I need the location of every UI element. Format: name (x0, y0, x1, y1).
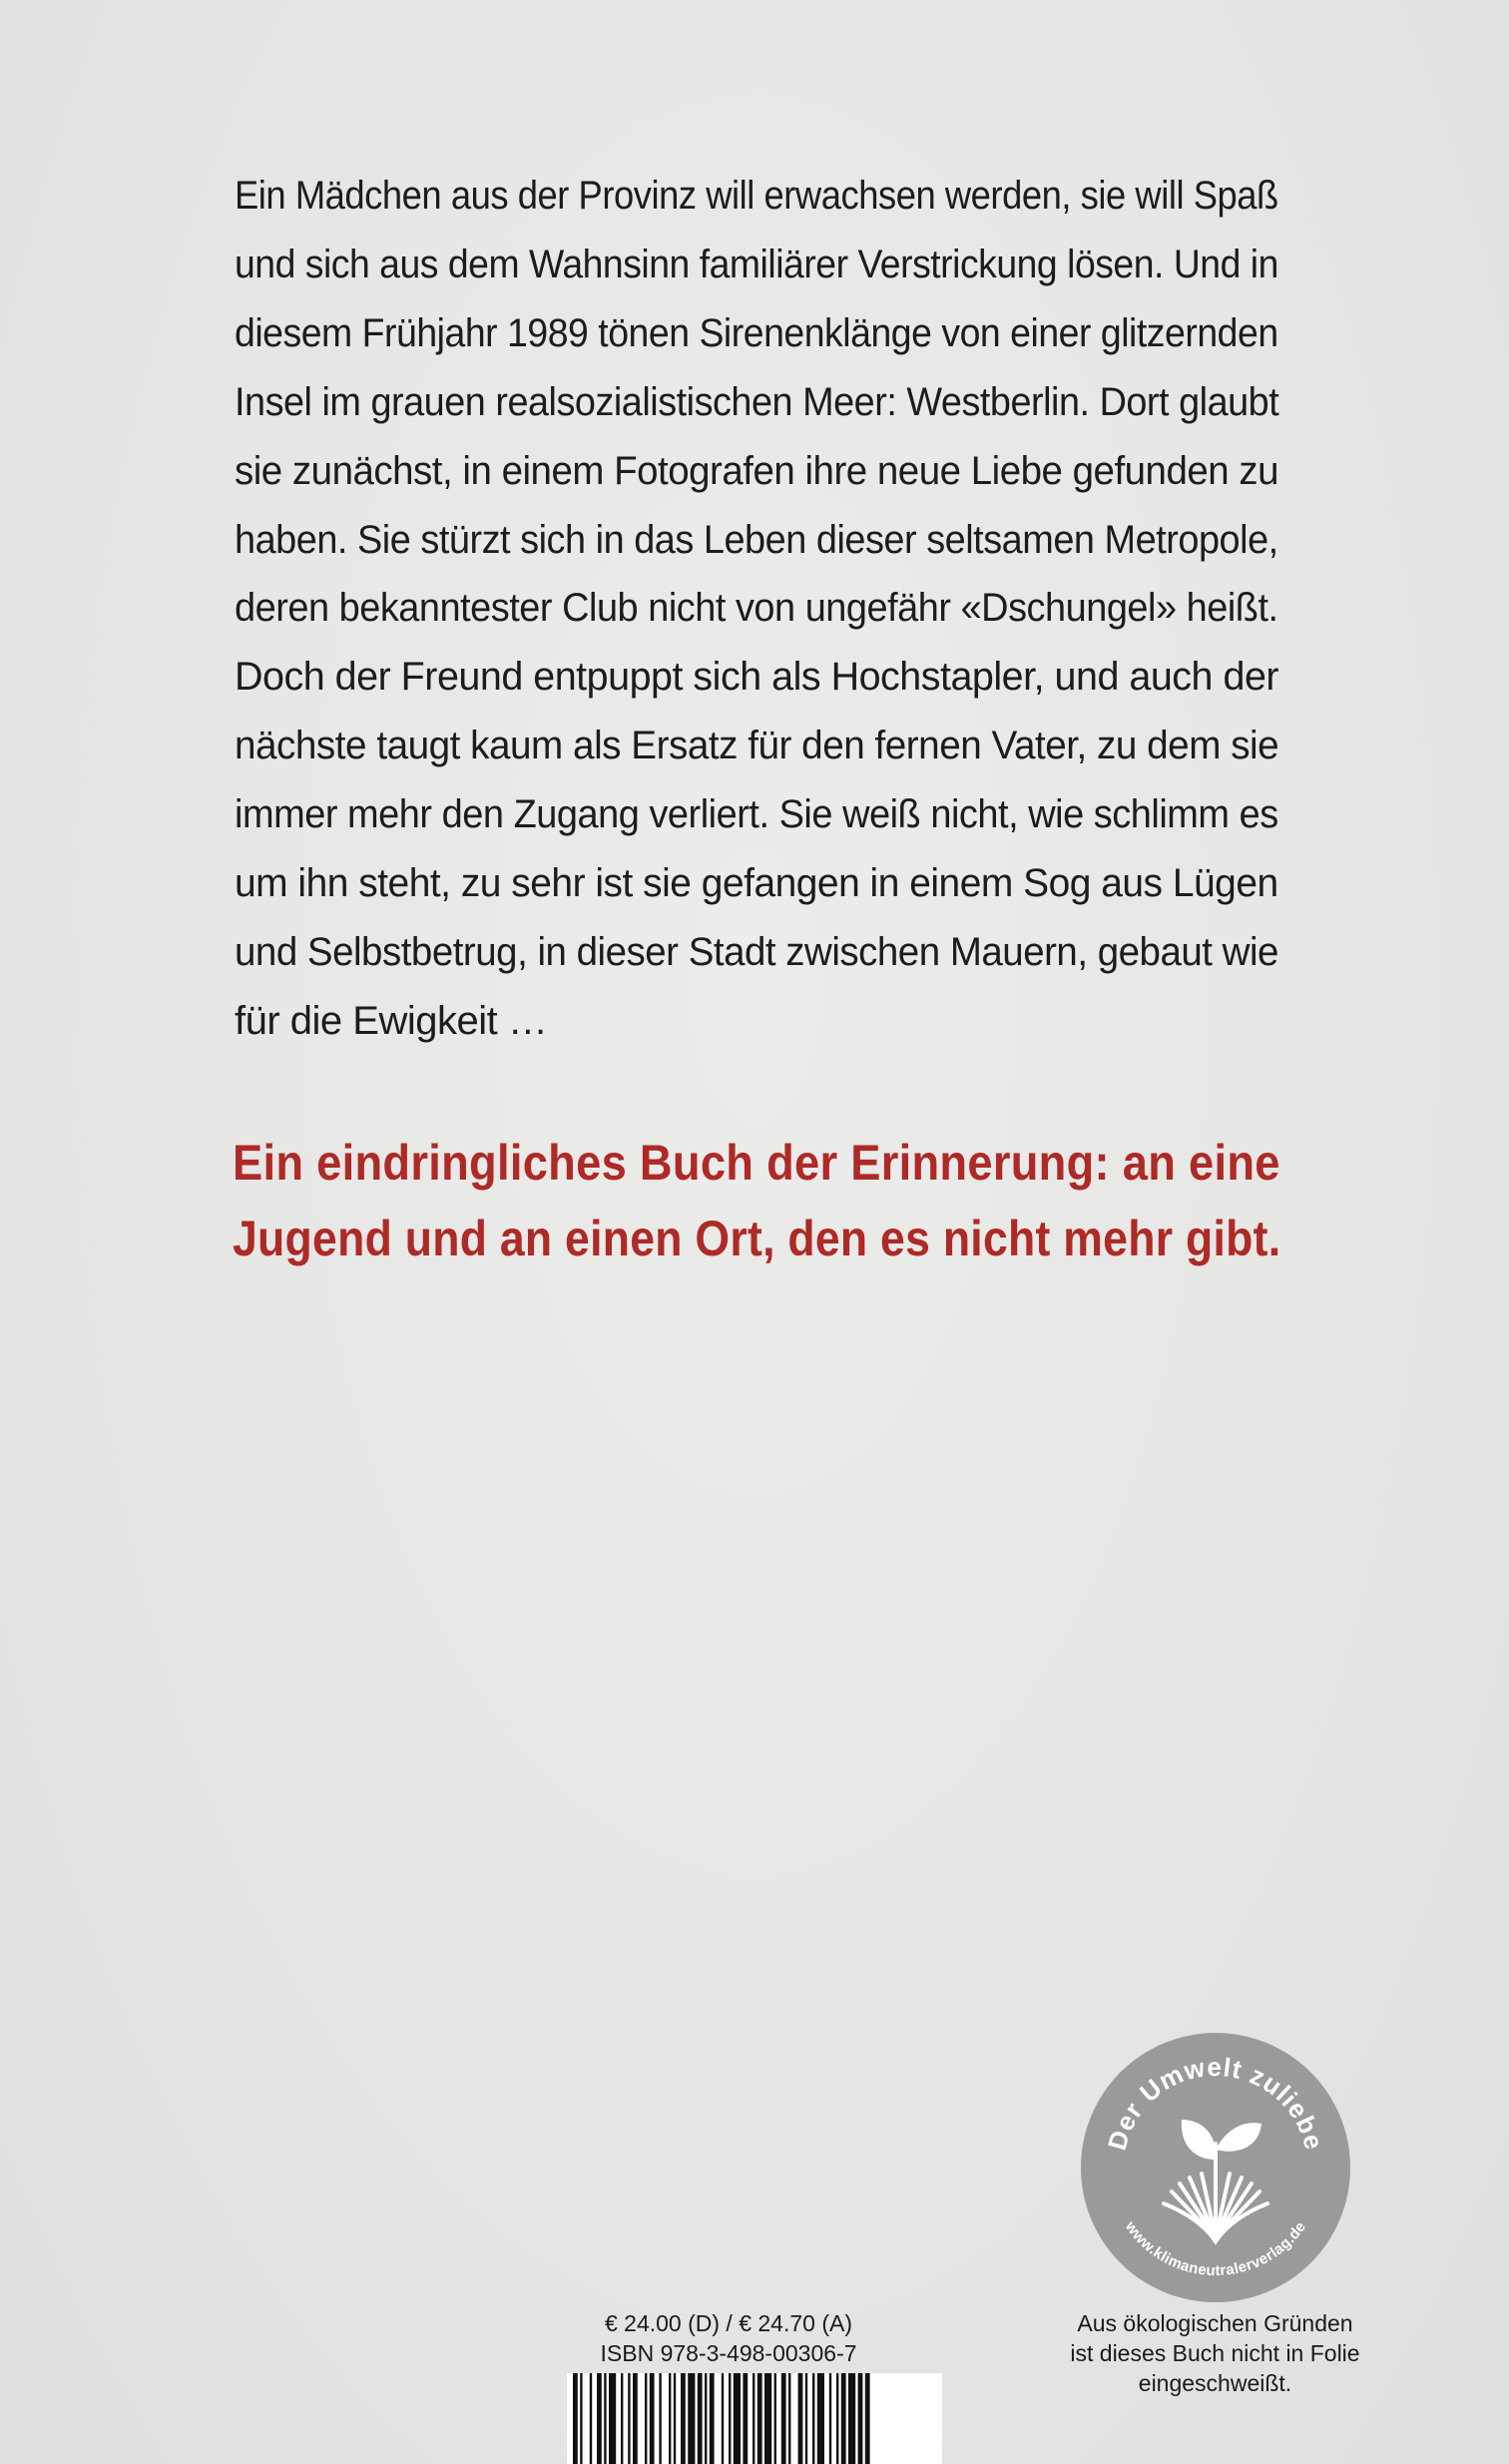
barcode-bar (734, 2373, 741, 2464)
blurb-line: Doch der Freund entpuppt sich als Hochstapler, und auch der (235, 655, 1279, 699)
barcode (567, 2373, 942, 2464)
eco-note-line: Aus ökologischen Gründen (1077, 2310, 1353, 2336)
barcode-bar (659, 2373, 661, 2464)
barcode-bar (829, 2373, 831, 2464)
eco-note-line: ist dieses Buch nicht in Folie (1070, 2340, 1360, 2366)
barcode-bar (743, 2373, 748, 2464)
seal-arc-text: Der Umwelt zuliebe (1101, 2051, 1330, 2154)
barcode-bar (865, 2373, 870, 2464)
barcode-bar (669, 2373, 671, 2464)
barcode-bar (805, 2373, 807, 2464)
barcode-bar (580, 2373, 582, 2464)
barcode-bar (848, 2373, 855, 2464)
blurb-line: haben. Sie stürzt sich in das Leben dieser seltsamen Metropole, (235, 518, 1278, 562)
barcode-bar (788, 2373, 790, 2464)
tagline-line: Jugend und an einen Ort, den es nicht mehr gibt. (233, 1211, 1281, 1266)
blurb-line: sie zunächst, in einem Fotografen ihre neue Liebe gefunden zu (235, 449, 1279, 493)
barcode-bar (710, 2373, 715, 2464)
barcode-bar (573, 2373, 578, 2464)
barcode-bar (841, 2373, 846, 2464)
blurb-line: Insel im grauen realsozialistischen Meer: Westberlin. Dort glaubt (235, 380, 1279, 424)
blurb-line: für die Ewigkeit … (235, 999, 548, 1043)
blurb-line: diesem Frühjahr 1989 tönen Sirenenklänge von einer glitzernden (235, 311, 1278, 355)
barcode-bar (774, 2373, 776, 2464)
barcode-bar (674, 2373, 676, 2464)
barcode-bar (836, 2373, 838, 2464)
blurb-line: und Selbstbetrug, in dieser Stadt zwischen Mauern, gebaut wie (235, 930, 1278, 974)
isbn-text: ISBN 978-3-498-00306-7 (600, 2340, 857, 2366)
eco-seal (1080, 2032, 1351, 2303)
barcode-bar (764, 2373, 771, 2464)
barcode-bar (609, 2373, 616, 2464)
eco-note-line: eingeschweißt. (1138, 2370, 1292, 2396)
barcode-bar (812, 2373, 814, 2464)
barcode-bar (798, 2373, 803, 2464)
barcode-bar (757, 2373, 762, 2464)
barcode-bar (729, 2373, 731, 2464)
tagline-line: Ein eindringliches Buch der Erinnerung: an eine (233, 1135, 1280, 1191)
blurb-line: Ein Mädchen aus der Provinz will erwachsen werden, sie will Spaß (235, 174, 1278, 218)
barcode-bar (722, 2373, 724, 2464)
blurb-line: und sich aus dem Wahnsinn familiärer Verstrickung lösen. Und in (235, 243, 1278, 286)
barcode-bar (590, 2373, 592, 2464)
barcode-bar (858, 2373, 863, 2464)
barcode-bar (597, 2373, 602, 2464)
barcode-bar (621, 2373, 623, 2464)
barcode-bar (698, 2373, 703, 2464)
blurb-line: immer mehr den Zugang verliert. Sie weiß nicht, wie schlimm es (235, 792, 1278, 836)
barcode-bar (781, 2373, 786, 2464)
seal-url-text: www.klimaneutralerverlag.de (1121, 2218, 1310, 2280)
barcode-bar (604, 2373, 606, 2464)
blurb-line: deren bekanntester Club nicht von ungefähr «Dschungel» heißt. (235, 586, 1278, 630)
barcode-bar (705, 2373, 707, 2464)
barcode-bar (645, 2373, 647, 2464)
barcode-bar (633, 2373, 638, 2464)
barcode-bar (681, 2373, 686, 2464)
barcode-bar (628, 2373, 630, 2464)
barcode-bar (753, 2373, 754, 2464)
price-text: € 24.00 (D) / € 24.70 (A) (604, 2310, 852, 2336)
barcode-bar (650, 2373, 655, 2464)
barcode-bar (688, 2373, 695, 2464)
blurb-line: nächste taugt kaum als Ersatz für den fernen Vater, zu dem sie (235, 724, 1279, 767)
barcode-bar (817, 2373, 824, 2464)
blurb-line: um ihn steht, zu sehr ist sie gefangen in einem Sog aus Lügen (235, 861, 1278, 905)
